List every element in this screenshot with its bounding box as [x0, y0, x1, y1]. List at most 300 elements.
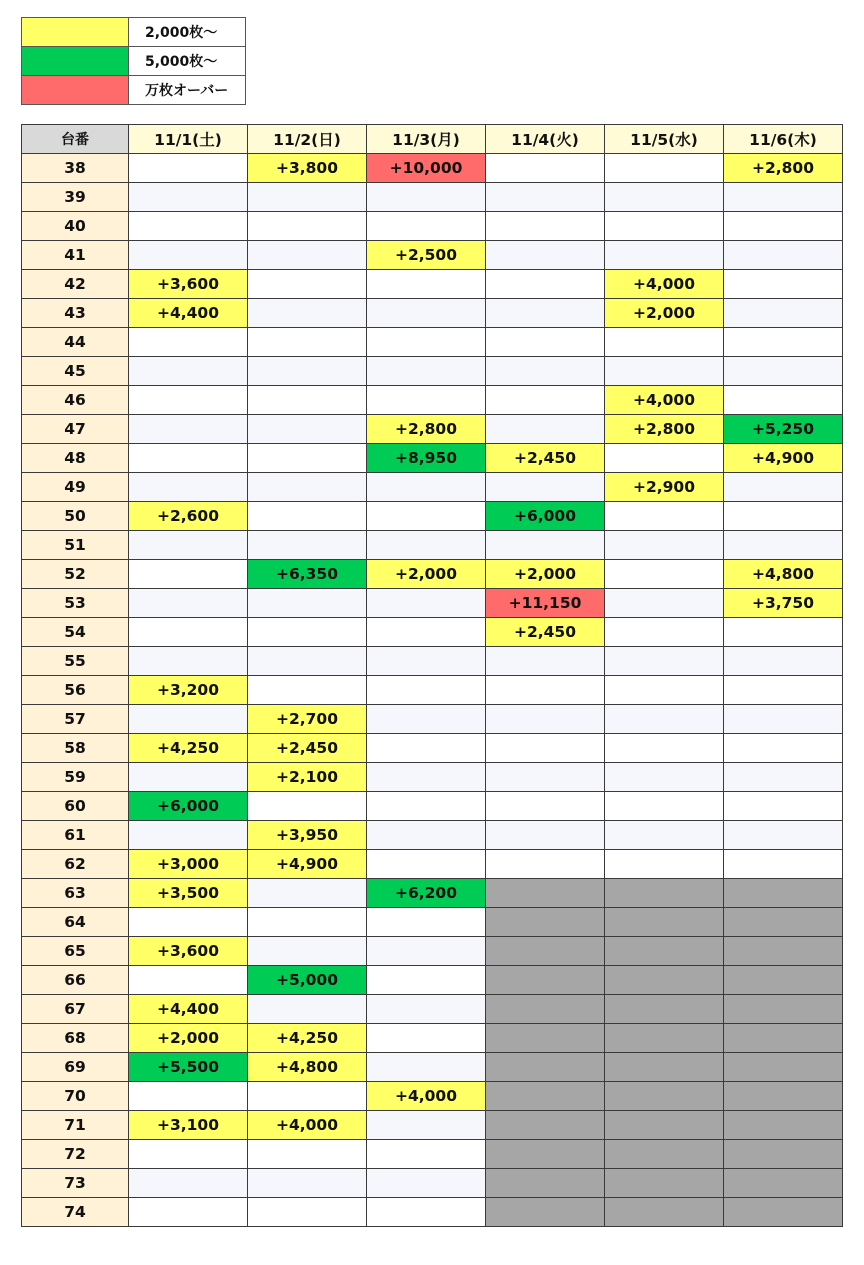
result-cell [248, 1082, 367, 1111]
result-cell [724, 647, 843, 676]
result-cell: +8,950 [367, 444, 486, 473]
result-cell [724, 241, 843, 270]
machine-number-cell: 73 [22, 1169, 129, 1198]
date-header: 11/2(日) [248, 125, 367, 154]
machine-number-cell: 74 [22, 1198, 129, 1227]
result-cell [486, 531, 605, 560]
result-cell [248, 415, 367, 444]
result-cell [129, 705, 248, 734]
result-cell: +4,800 [248, 1053, 367, 1082]
table-row [22, 879, 843, 908]
result-cell [248, 1140, 367, 1169]
result-cell [248, 676, 367, 705]
date-header: 11/3(月) [367, 125, 486, 154]
result-cell [248, 879, 367, 908]
result-cell: +3,600 [129, 270, 248, 299]
table-row [22, 1053, 843, 1082]
result-cell [129, 444, 248, 473]
table-row [22, 850, 843, 879]
result-cell [605, 154, 724, 183]
result-cell: +2,450 [486, 618, 605, 647]
result-cell [724, 473, 843, 502]
machine-number-cell: 63 [22, 879, 129, 908]
machine-number-header: 台番 [22, 125, 129, 154]
result-cell [129, 154, 248, 183]
result-cell [129, 821, 248, 850]
result-cell [605, 444, 724, 473]
result-cell: +3,600 [129, 937, 248, 966]
date-header: 11/6(木) [724, 125, 843, 154]
result-cell [605, 589, 724, 618]
result-cell [486, 1024, 605, 1053]
result-cell [367, 676, 486, 705]
table-row [22, 502, 843, 531]
result-cell: +10,000 [367, 154, 486, 183]
result-cell [724, 299, 843, 328]
table-row [22, 357, 843, 386]
color-legend [21, 17, 246, 105]
result-cell [367, 473, 486, 502]
result-cell [129, 763, 248, 792]
result-cell [724, 908, 843, 937]
result-cell [486, 647, 605, 676]
result-cell [486, 676, 605, 705]
result-cell [605, 966, 724, 995]
table-row [22, 908, 843, 937]
result-cell [724, 1169, 843, 1198]
result-cell [605, 792, 724, 821]
result-cell [129, 183, 248, 212]
machine-number-cell: 60 [22, 792, 129, 821]
machine-number-cell: 68 [22, 1024, 129, 1053]
result-cell [129, 1198, 248, 1227]
result-cell [605, 531, 724, 560]
result-cell [367, 502, 486, 531]
result-cell: +5,000 [248, 966, 367, 995]
result-cell: +4,400 [129, 995, 248, 1024]
table-row [22, 241, 843, 270]
machine-number-cell: 45 [22, 357, 129, 386]
result-cell [486, 270, 605, 299]
result-cell [486, 154, 605, 183]
result-cell [129, 908, 248, 937]
result-cell [248, 212, 367, 241]
result-cell: +2,800 [724, 154, 843, 183]
result-cell: +5,250 [724, 415, 843, 444]
result-cell [605, 1169, 724, 1198]
result-cell [486, 1198, 605, 1227]
result-cell [248, 1169, 367, 1198]
machine-number-cell: 72 [22, 1140, 129, 1169]
result-cell [248, 386, 367, 415]
result-cell: +3,500 [129, 879, 248, 908]
table-row [22, 386, 843, 415]
machine-number-cell: 62 [22, 850, 129, 879]
table-row [22, 792, 843, 821]
result-cell: +2,000 [129, 1024, 248, 1053]
table-row [22, 937, 843, 966]
result-cell [367, 821, 486, 850]
result-cell [724, 270, 843, 299]
result-cell: +3,100 [129, 1111, 248, 1140]
result-cell [486, 821, 605, 850]
result-cell [248, 328, 367, 357]
result-cell [486, 1140, 605, 1169]
result-cell [486, 850, 605, 879]
result-cell [129, 966, 248, 995]
result-cell [248, 531, 367, 560]
result-cell [248, 241, 367, 270]
result-cell [367, 1111, 486, 1140]
result-cell [486, 328, 605, 357]
table-row [22, 183, 843, 212]
result-cell: +2,500 [367, 241, 486, 270]
result-cell [367, 589, 486, 618]
result-cell [248, 995, 367, 1024]
result-cell [248, 1198, 367, 1227]
result-cell [724, 183, 843, 212]
result-cell [724, 328, 843, 357]
result-cell [248, 618, 367, 647]
result-cell [724, 212, 843, 241]
machine-number-cell: 48 [22, 444, 129, 473]
machine-number-cell: 47 [22, 415, 129, 444]
result-cell: +3,800 [248, 154, 367, 183]
result-cell [248, 357, 367, 386]
date-header: 11/5(水) [605, 125, 724, 154]
machine-number-cell: 71 [22, 1111, 129, 1140]
result-cell [367, 647, 486, 676]
result-cell [367, 995, 486, 1024]
result-cell [486, 937, 605, 966]
machine-number-cell: 70 [22, 1082, 129, 1111]
header-row [22, 125, 843, 154]
result-cell [605, 328, 724, 357]
result-cell [605, 995, 724, 1024]
result-cell: +2,700 [248, 705, 367, 734]
result-cell: +6,350 [248, 560, 367, 589]
result-cell [724, 763, 843, 792]
result-cell: +2,450 [248, 734, 367, 763]
result-cell [724, 850, 843, 879]
machine-number-cell: 41 [22, 241, 129, 270]
result-cell: +4,900 [248, 850, 367, 879]
result-cell [724, 531, 843, 560]
machine-number-cell: 52 [22, 560, 129, 589]
result-cell [367, 183, 486, 212]
result-cell [129, 560, 248, 589]
machine-number-cell: 69 [22, 1053, 129, 1082]
result-cell: +11,150 [486, 589, 605, 618]
result-cell [248, 270, 367, 299]
result-cell [129, 357, 248, 386]
result-cell [248, 937, 367, 966]
result-cell [605, 1111, 724, 1140]
table-row [22, 1140, 843, 1169]
result-cell [129, 212, 248, 241]
result-cell [367, 328, 486, 357]
result-cell [367, 1053, 486, 1082]
result-cell [367, 734, 486, 763]
result-cell [605, 560, 724, 589]
machine-number-cell: 57 [22, 705, 129, 734]
machine-number-cell: 44 [22, 328, 129, 357]
result-cell [486, 473, 605, 502]
table-row [22, 299, 843, 328]
result-cell [605, 618, 724, 647]
result-cell: +3,950 [248, 821, 367, 850]
result-cell [486, 705, 605, 734]
result-cell [605, 705, 724, 734]
table-row [22, 444, 843, 473]
result-cell [367, 386, 486, 415]
table-row [22, 821, 843, 850]
result-cell: +4,000 [605, 386, 724, 415]
result-cell [486, 357, 605, 386]
result-cell [367, 966, 486, 995]
legend-label: 2,000枚〜 [129, 18, 246, 47]
result-cell [129, 1140, 248, 1169]
result-cell: +2,000 [605, 299, 724, 328]
table-row [22, 1169, 843, 1198]
result-cell [248, 647, 367, 676]
machine-number-cell: 66 [22, 966, 129, 995]
result-cell [724, 734, 843, 763]
result-cell [367, 299, 486, 328]
result-cell: +2,000 [486, 560, 605, 589]
table-row [22, 676, 843, 705]
result-cell [605, 763, 724, 792]
machine-number-cell: 49 [22, 473, 129, 502]
machine-number-cell: 58 [22, 734, 129, 763]
result-cell: +2,900 [605, 473, 724, 502]
table-row [22, 212, 843, 241]
result-cell: +4,000 [605, 270, 724, 299]
table-row [22, 154, 843, 183]
result-cell [367, 270, 486, 299]
result-cell: +2,100 [248, 763, 367, 792]
result-cell [367, 357, 486, 386]
result-cell [605, 357, 724, 386]
table-row [22, 589, 843, 618]
machine-number-cell: 64 [22, 908, 129, 937]
table-row [22, 1024, 843, 1053]
result-cell [605, 1140, 724, 1169]
result-cell [129, 618, 248, 647]
legend-row [22, 47, 246, 76]
result-cell [724, 1198, 843, 1227]
table-row [22, 1198, 843, 1227]
result-cell [367, 1169, 486, 1198]
result-cell [724, 966, 843, 995]
result-cell [129, 415, 248, 444]
result-cell [129, 328, 248, 357]
result-cell [486, 299, 605, 328]
result-cell [724, 1024, 843, 1053]
result-cell [367, 937, 486, 966]
result-cell [724, 995, 843, 1024]
result-cell [486, 995, 605, 1024]
table-row [22, 1111, 843, 1140]
result-cell [486, 1082, 605, 1111]
result-cell [724, 502, 843, 531]
legend-label: 5,000枚〜 [129, 47, 246, 76]
result-cell [367, 908, 486, 937]
result-cell [367, 1140, 486, 1169]
machine-number-cell: 43 [22, 299, 129, 328]
result-cell [248, 183, 367, 212]
result-cell [605, 879, 724, 908]
results-table [21, 124, 843, 1227]
machine-number-cell: 39 [22, 183, 129, 212]
result-cell [605, 647, 724, 676]
result-cell [486, 1053, 605, 1082]
result-cell: +2,450 [486, 444, 605, 473]
result-cell [129, 1169, 248, 1198]
result-cell [486, 734, 605, 763]
result-cell [724, 937, 843, 966]
machine-number-cell: 56 [22, 676, 129, 705]
result-cell [129, 241, 248, 270]
table-row [22, 734, 843, 763]
result-cell [605, 183, 724, 212]
table-row [22, 560, 843, 589]
result-cell [724, 792, 843, 821]
result-cell [724, 1053, 843, 1082]
legend-swatch-red [22, 76, 129, 105]
result-cell [129, 473, 248, 502]
result-cell: +6,200 [367, 879, 486, 908]
result-cell [248, 502, 367, 531]
result-cell [486, 1169, 605, 1198]
machine-number-cell: 51 [22, 531, 129, 560]
legend-row [22, 18, 246, 47]
result-cell [486, 763, 605, 792]
result-cell: +2,800 [605, 415, 724, 444]
machine-number-cell: 59 [22, 763, 129, 792]
result-cell: +4,000 [367, 1082, 486, 1111]
result-cell [724, 618, 843, 647]
result-cell: +3,750 [724, 589, 843, 618]
result-cell [605, 241, 724, 270]
result-cell [724, 1111, 843, 1140]
result-cell [367, 705, 486, 734]
result-cell [605, 1082, 724, 1111]
table-row [22, 618, 843, 647]
result-cell [486, 792, 605, 821]
result-cell: +2,800 [367, 415, 486, 444]
result-cell [486, 908, 605, 937]
table-row [22, 995, 843, 1024]
result-cell [129, 1082, 248, 1111]
result-cell [129, 386, 248, 415]
result-cell: +2,000 [367, 560, 486, 589]
result-cell [129, 589, 248, 618]
machine-number-cell: 67 [22, 995, 129, 1024]
result-cell [367, 1024, 486, 1053]
result-cell [724, 1140, 843, 1169]
machine-number-cell: 65 [22, 937, 129, 966]
result-cell [486, 966, 605, 995]
result-cell [248, 299, 367, 328]
result-cell [367, 618, 486, 647]
table-row [22, 328, 843, 357]
table-row [22, 705, 843, 734]
table-row [22, 531, 843, 560]
result-cell: +3,200 [129, 676, 248, 705]
table-row [22, 270, 843, 299]
machine-number-cell: 46 [22, 386, 129, 415]
result-cell: +2,600 [129, 502, 248, 531]
result-cell [129, 531, 248, 560]
result-cell [724, 879, 843, 908]
result-cell: +5,500 [129, 1053, 248, 1082]
result-cell [605, 212, 724, 241]
result-cell [367, 792, 486, 821]
result-cell [605, 1024, 724, 1053]
result-cell: +4,900 [724, 444, 843, 473]
result-cell [605, 1053, 724, 1082]
legend-row [22, 76, 246, 105]
result-cell [248, 589, 367, 618]
result-cell [724, 357, 843, 386]
result-cell [486, 241, 605, 270]
machine-number-cell: 42 [22, 270, 129, 299]
machine-number-cell: 61 [22, 821, 129, 850]
result-cell: +4,250 [248, 1024, 367, 1053]
result-cell [724, 676, 843, 705]
table-row [22, 1082, 843, 1111]
table-row [22, 473, 843, 502]
legend-swatch-green [22, 47, 129, 76]
machine-number-cell: 50 [22, 502, 129, 531]
result-cell [367, 212, 486, 241]
result-cell [605, 850, 724, 879]
result-cell: +4,400 [129, 299, 248, 328]
result-cell: +4,000 [248, 1111, 367, 1140]
machine-number-cell: 54 [22, 618, 129, 647]
result-cell [367, 763, 486, 792]
result-cell [605, 821, 724, 850]
result-cell [605, 908, 724, 937]
result-cell [724, 705, 843, 734]
machine-number-cell: 53 [22, 589, 129, 618]
result-cell: +4,800 [724, 560, 843, 589]
result-cell [605, 937, 724, 966]
table-row [22, 966, 843, 995]
legend-label: 万枚オーバー [129, 76, 246, 105]
result-cell [367, 531, 486, 560]
result-cell [367, 1198, 486, 1227]
date-header: 11/1(土) [129, 125, 248, 154]
result-cell [605, 1198, 724, 1227]
result-cell [605, 734, 724, 763]
result-cell [605, 676, 724, 705]
result-cell: +6,000 [129, 792, 248, 821]
result-cell [724, 386, 843, 415]
machine-number-cell: 38 [22, 154, 129, 183]
result-cell: +6,000 [486, 502, 605, 531]
result-cell [486, 879, 605, 908]
legend-swatch-yellow [22, 18, 129, 47]
machine-number-cell: 40 [22, 212, 129, 241]
result-cell [724, 1082, 843, 1111]
result-cell: +4,250 [129, 734, 248, 763]
result-cell [129, 647, 248, 676]
result-cell [248, 444, 367, 473]
result-cell [486, 386, 605, 415]
result-cell [248, 473, 367, 502]
